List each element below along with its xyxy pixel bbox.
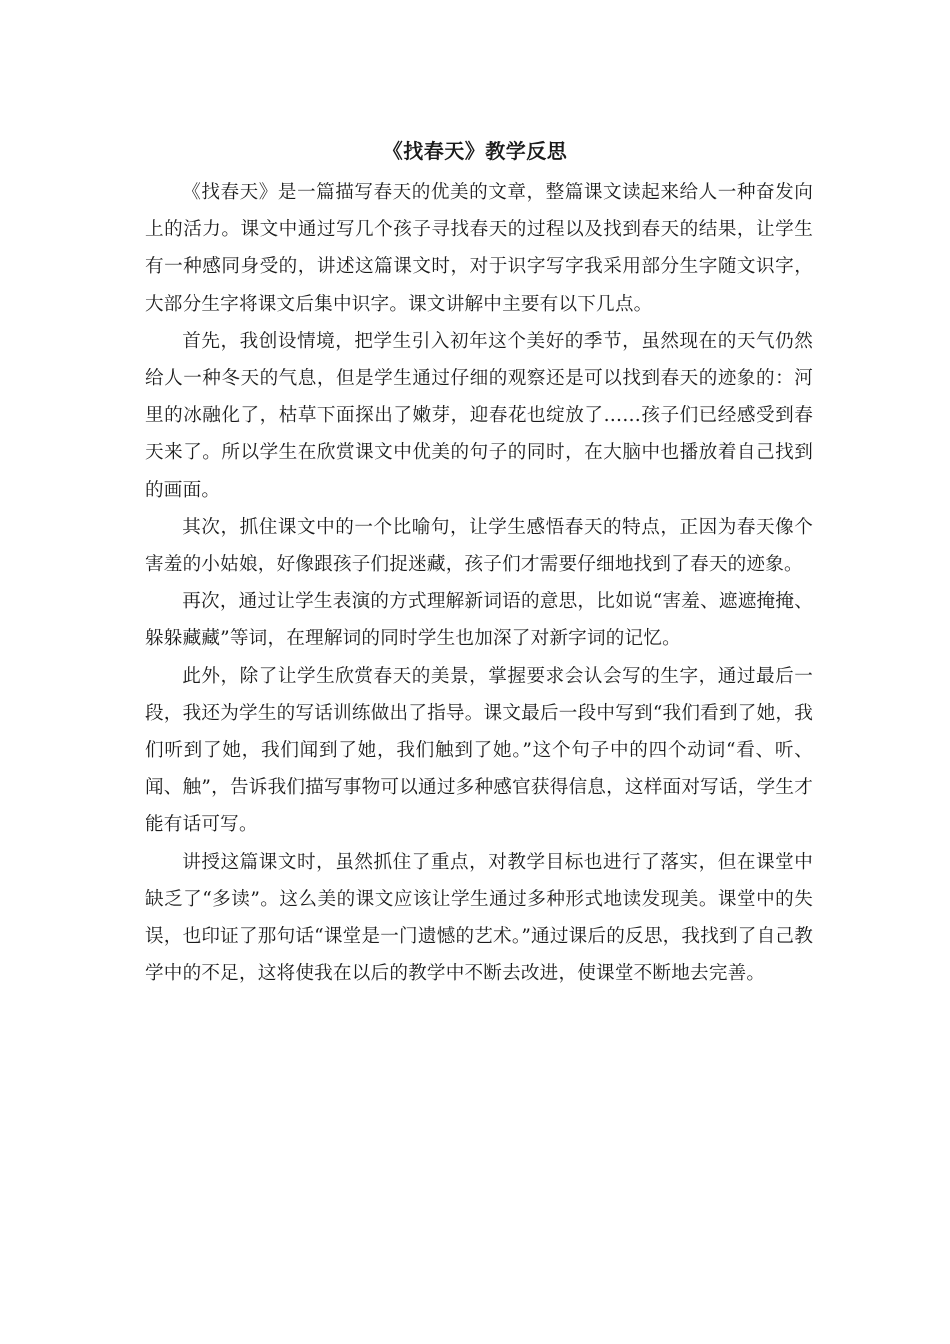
document-title: 《找春天》教学反思 — [382, 139, 568, 163]
paragraph-reflection: 讲授这篇课文时，虽然抓住了重点，对教学目标也进行了落实，但在课堂中缺乏了“多读”。这么美的课文应该让学生通过多种形式地读发现美。课堂中的失误，也印证了那句话“课堂是一门遗憾的艺术。”通过课后的反思，我找到了自己教学中的不足，这将使我在以后的教学中不断去改进，使课堂不断地去完善。 — [145, 851, 813, 985]
paragraph-third-point: 再次，通过让学生表演的方式理解新词语的意思，比如说“害羞、遮遮掩掩、躲躲藏藏”等词，在理解词的同时学生也加深了对新字词的记忆。 — [145, 591, 813, 650]
paragraph-first-point: 首先，我创设情境，把学生引入初年这个美好的季节，虽然现在的天气仍然给人一种冬天的气息，但是学生通过仔细的观察还是可以找到春天的迹象的：河里的冰融化了，枯草下面探出了嫩芽，迎春花也绽放了……孩子们已经感受到春天来了。所以学生在欣赏课文中优美的句子的同时，在大脑中也播放着自己找到的画面。 — [145, 330, 813, 501]
document-body — [145, 174, 813, 992]
paragraph-additional-point: 此外，除了让学生欣赏春天的美景，掌握要求会认会写的生字，通过最后一段，我还为学生的写话训练做出了指导。课文最后一段中写到“我们看到了她，我们听到了她，我们闻到了她，我们触到了她。”这个句子中的四个动词“看、听、闻、触”，告诉我们描写事物可以通过多种感官获得信息，这样面对写话，学生才能有话可写。 — [145, 665, 813, 836]
paragraph-intro: 《找春天》是一篇描写春天的优美的文章，整篇课文读起来给人一种奋发向上的活力。课文中通过写几个孩子寻找春天的过程以及找到春天的结果，让学生有一种感同身受的，讲述这篇课文时，对于识字写字我采用部分生字随文识字，大部分生字将课文后集中识字。课文讲解中主要有以下几点。 — [145, 182, 813, 315]
paragraph-second-point: 其次，抓住课文中的一个比喻句，让学生感悟春天的特点，正因为春天像个害羞的小姑娘，好像跟孩子们捉迷藏，孩子们才需要仔细地找到了春天的迹象。 — [145, 516, 813, 576]
